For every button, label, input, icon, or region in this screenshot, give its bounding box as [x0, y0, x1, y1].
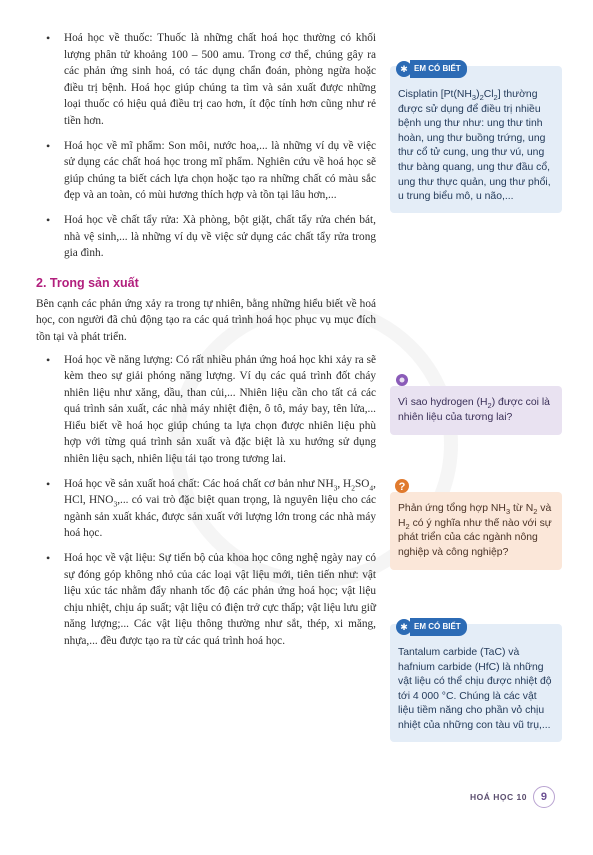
molecule-icon: ✱: [396, 619, 412, 635]
did-you-know-badge: ✱ EM CÓ BIẾT: [396, 60, 467, 78]
bullet-chemical-production: • Hoá học về sản xuất hoá chất: Các hoá chất cơ bản như $NH_3$, $H_2SO_4$, HCl, $HNO_3$,... có vai trò đặc biệt quan trọng, là nguyên liệu cho các ngành sản xuất khác, được sản xuất với lượng lớn trong các nhà máy hoá học.: [36, 476, 376, 542]
bullet-detergent: • Hoá học về chất tẩy rửa: Xà phòng, bột giặt, chất tẩy rửa chén bát, nhà vệ sinh,... là những ví dụ về việc sử dụng các chất tẩy rửa trong gia đình.: [36, 212, 376, 262]
did-you-know-box-carbide: ✱ EM CÓ BIẾT Tantalum carbide (TaC) và hafnium carbide (HfC) là những vật liệu có thể chịu được nhiệt độ tới 4 000 °C. Chúng là các vật liệu tiềm năng cho phần vỏ chịu nhiệt của những con tàu vũ trụ,...: [390, 624, 562, 742]
gear-icon: [394, 372, 410, 388]
page-footer: [470, 786, 555, 808]
svg-text:?: ?: [398, 481, 406, 493]
question-box-ammonia: ? Phản ứng tổng hợp $NH_3$ từ $N_2$ và $H_2$ có ý nghĩa như thế nào với sự phát triển của các ngành nông nghiệp và công nghiệp?: [390, 492, 562, 570]
bullet-medicine: • Hoá học về thuốc: Thuốc là những chất hoá học thường có khối lượng phân tử khoảng 100 – 500 amu. Trong cơ thể, chúng gây ra các phản ứng sinh hoá, có tác dụng chẩn đoán, phòng ngừa hoặc điều trị bệnh. Hoá học giúp chúng ta tìm và sản xuất được những loại thuốc có hiệu quả điều trị cao hơn, ít độc tính hơn cũng như rẻ tiền hơn.: [36, 30, 376, 130]
question-icon: [394, 478, 410, 494]
did-you-know-box-cisplatin: ✱ EM CÓ BIẾT Cisplatin $[Pt(NH_3)_2Cl_2]$ thường được sử dụng để điều trị nhiều bệnh ung thư như: ung thư tinh hoàn, ung thư buồng trứng, ung thư cổ tử cung, ung thư vú, ung thư bàng quang, ung thư đầu cổ, ung thư thực quản, ung thư phổi, u trung biểu mô, u não,...: [390, 66, 562, 213]
molecule-icon: ✱: [396, 61, 412, 77]
bullet-energy: • Hoá học về năng lượng: Có rất nhiều phản ứng hoá học khi xảy ra sẽ kèm theo sự giải phóng năng lượng. Ví dụ các quá trình đốt cháy nhiên liệu như xăng, dầu, than củi,... Nhiên liệu cần cho tất cả các quá trình sản xuất, các nhà máy nhiệt điện, ô tô, máy bay, tên lửa,... Hiểu biết về hoá học giúp chúng ta lựa chọn được nhiên liệu phù hợp với từng quá trình sản xuất và đặc biệt là xu hướng sử dụng nhiên liệu sạch, nhiên liệu tái tạo trong tương lai.: [36, 352, 376, 468]
did-you-know-badge: ✱ EM CÓ BIẾT: [396, 618, 467, 636]
page-number: 9: [533, 786, 555, 808]
bullet-cosmetics: • Hoá học về mĩ phẩm: Son môi, nước hoa,... là những ví dụ về việc sử dụng các chất hoá học trong mĩ phẩm. Nghiên cứu về hoá học sẽ giúp chúng ta biết cách lựa chọn hoặc tạo ra những chất có màu sắc đẹp và an toàn, có mùi hương thích hợp và tồn tại lâu hơn,...: [36, 138, 376, 204]
bullet-materials: • Hoá học về vật liệu: Sự tiến bộ của khoa học công nghệ ngày nay có sự đóng góp không nhỏ của các loại vật liệu mới, tiên tiến như: vật liệu xúc tác nhằm đẩy nhanh tốc độ các phản ứng hoá học; vật liệu chịu nhiệt, chịu áp suất; vật liệu có điện trở cực thấp; vật liệu lưu giữ năng lượng;... Các vật liệu thông thường như sắt, thép, xi măng, nhựa,... đều được tạo ra từ các quá trình hoá học.: [36, 550, 376, 650]
section-heading: 2. Trong sản xuất: [36, 275, 139, 290]
bullet-list-production: [36, 352, 376, 650]
section-intro: Bên cạnh các phản ứng xảy ra trong tự nhiên, bằng những hiểu biết về hoá học, con người đã chủ động tạo ra các quá trình hoá học phục vụ mục đích tồn tại và phát triển.: [36, 297, 376, 343]
main-column: [36, 30, 376, 658]
book-title: HOÁ HỌC 10: [470, 792, 527, 802]
question-box-hydrogen: Vì sao hydrogen $(H_2)$ được coi là nhiên liệu của tương lai?: [390, 386, 562, 435]
bullet-list-top: [36, 30, 376, 262]
